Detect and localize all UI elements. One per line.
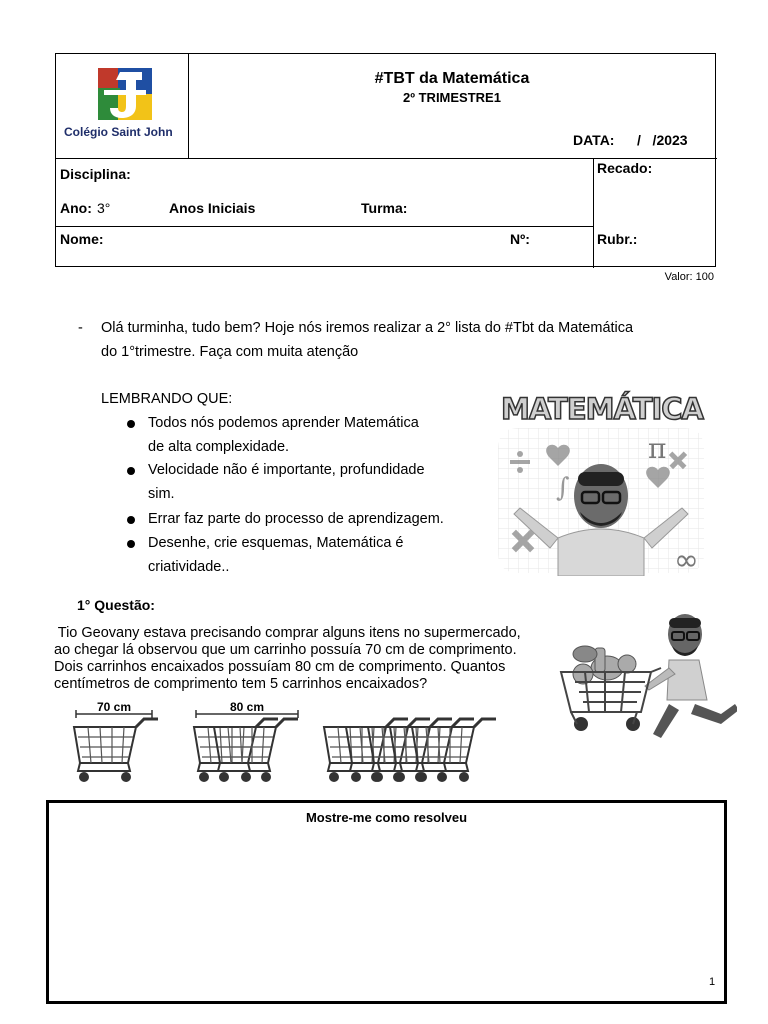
question-line-4: centímetros de comprimento tem 5 carrinhos encaixados? [54,676,428,692]
numero-label: Nº: [510,231,530,247]
math-banner-word: MATEMÁTICA [501,392,703,426]
date-label: DATA: [573,132,615,148]
answer-title: Mostre-me como resolveu [305,810,468,825]
page-title: #TBT da Matemática [374,70,530,87]
question-line-3: Dois carrinhos encaixados possuíam 80 cm de comprimento. Quantos [54,659,506,675]
question-line-2: ao chegar lá observou que um carrinho possuía 70 cm de comprimento. [54,642,517,658]
bullet-dot [127,420,135,428]
carts-illustration [70,705,510,790]
svg-text:∫: ∫ [556,473,570,503]
discipline-label: Disciplina: [60,166,131,182]
bullet-dot [127,540,135,548]
cart-2-label: 80 cm [229,700,265,714]
ano-label: Ano: [60,200,92,216]
nome-label: Nome: [60,231,104,247]
bullet-dot [127,467,135,475]
reminder-heading: LEMBRANDO QUE: [101,391,233,407]
cart-1-label: 70 cm [96,700,132,714]
answer-box[interactable] [46,800,727,1004]
intro-line-2: do 1°trimestre. Faça com muita atenção [101,344,359,360]
recado-label: Recado: [597,160,653,176]
anos-iniciais-label: Anos Iniciais [169,200,256,216]
turma-label: Turma: [361,200,408,216]
intro-dash: - [78,320,83,336]
bullet-3-line-1: Errar faz parte do processo de aprendizagem. [148,511,444,527]
page-subtitle: 2º TRIMESTRE1 [403,90,501,105]
intro-line-1: Olá turminha, tudo bem? Hoje nós iremos realizar a 2° lista do #Tbt da Matemática [101,320,634,336]
bullet-4-line-1: Desenhe, crie esquemas, Matemática é [148,535,404,551]
bullet-dot [127,516,135,524]
rubr-label: Rubr.: [597,231,638,247]
bullet-1-line-2: de alta complexidade. [148,439,290,455]
page-number: 1 [709,976,716,988]
svg-text:π: π [648,432,667,465]
bullet-2-line-2: sim. [148,486,175,502]
ano-value: 3° [97,200,111,216]
svg-text:∞: ∞ [674,543,699,576]
question-line-1: Tio Geovany estava precisando comprar alguns itens no supermercado, [54,625,521,641]
school-name: Colégio Saint John [64,125,173,139]
date-value: / /2023 [637,132,688,148]
shopper-illustration [555,608,737,744]
bullet-1-line-1: Todos nós podemos aprender Matemática [148,415,419,431]
question-heading: 1° Questão: [77,597,155,613]
valor-text: Valor: 100 [664,271,714,283]
bullet-4-line-2: criatividade.. [148,559,230,575]
bullet-2-line-1: Velocidade não é importante, profundidade [148,462,425,478]
